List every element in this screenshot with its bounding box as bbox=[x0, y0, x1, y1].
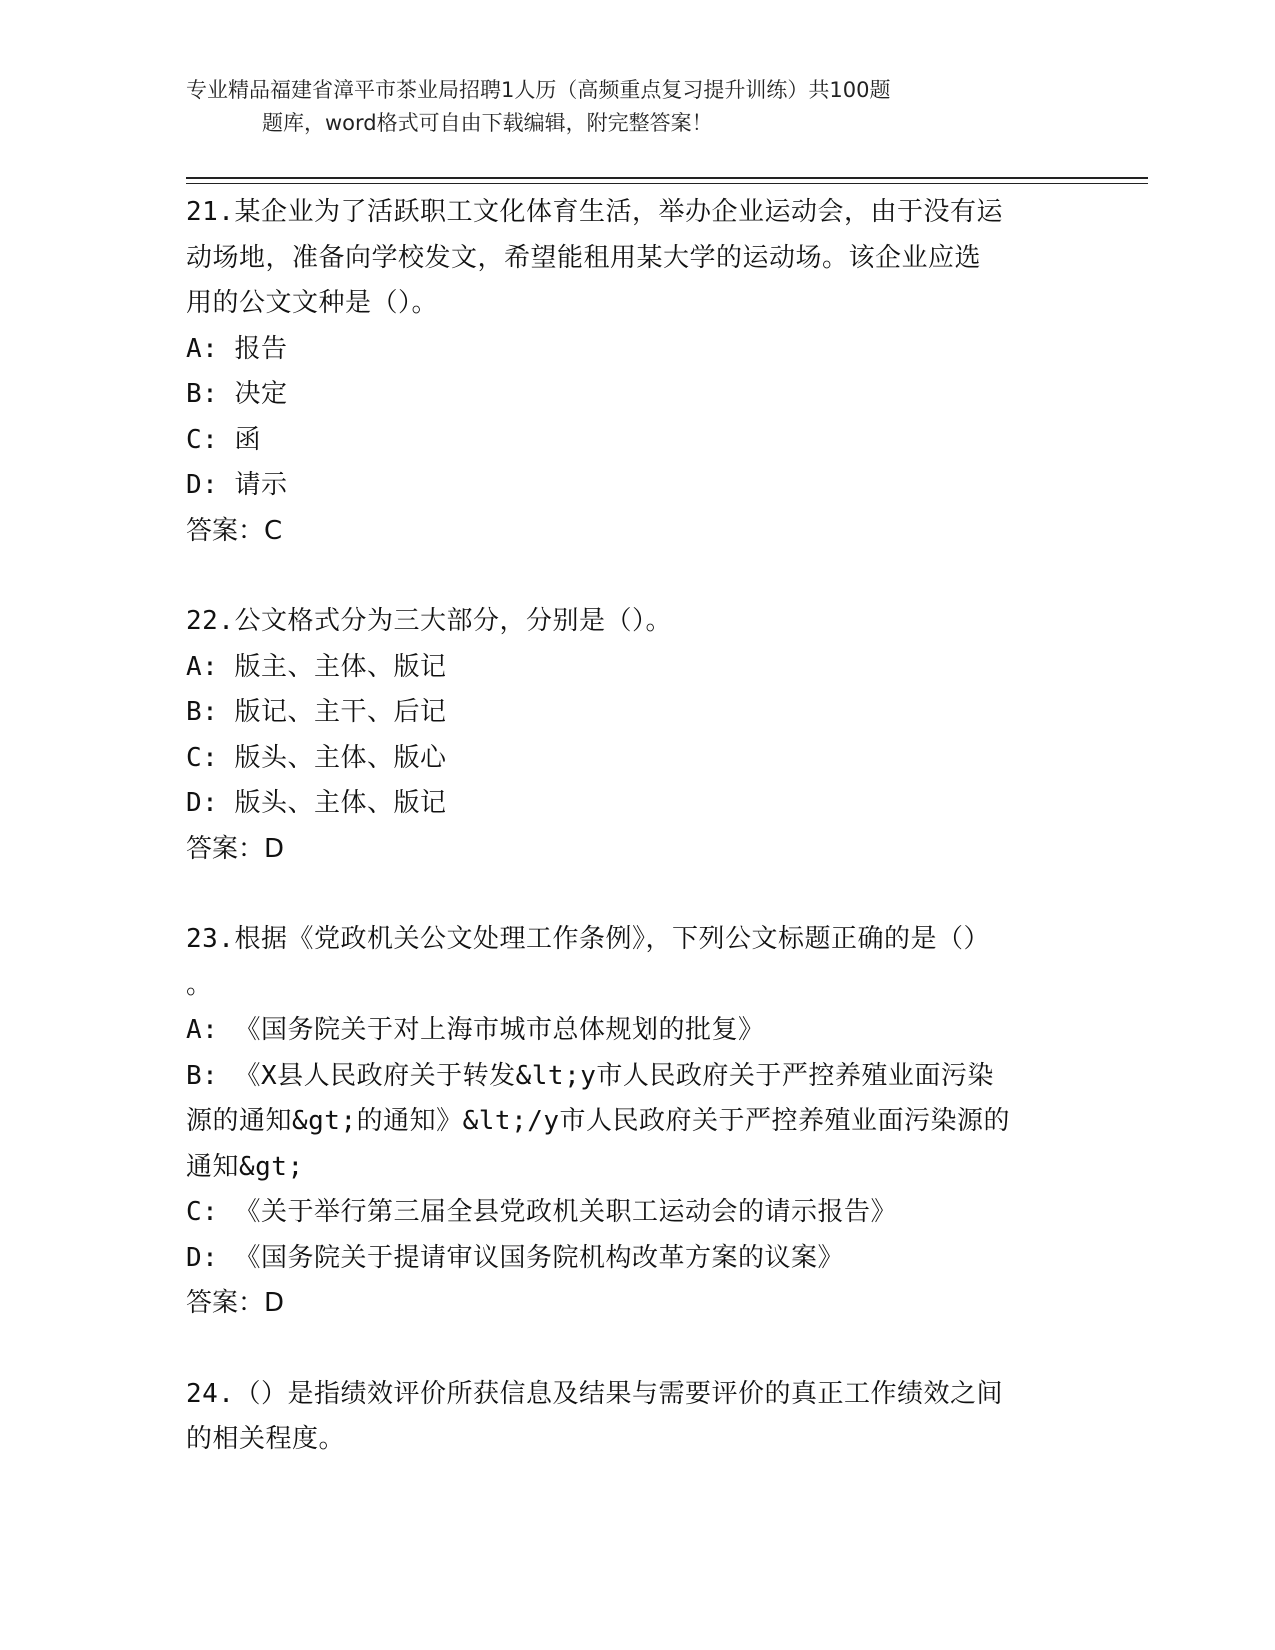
option-c: C: 函 bbox=[186, 424, 261, 455]
header-line-2: 题库，word格式可自由下载编辑，附完整答案！ bbox=[262, 111, 713, 135]
question-stem-line: 。 bbox=[186, 969, 213, 1000]
option-a: A: 《国务院关于对上海市城市总体规划的批复》 bbox=[186, 1015, 765, 1045]
option-b: B: 《X县人民政府关于转发&lt;y市人民政府关于严控养殖业面污染 bbox=[186, 1060, 994, 1091]
question-23 bbox=[186, 917, 1066, 1327]
option-d: D: 版头、主体、版记 bbox=[186, 788, 447, 818]
answer: 答案：D bbox=[186, 833, 285, 864]
question-stem-line: 21.某企业为了活跃职工文化体育生活，举办企业运动会，由于没有运 bbox=[186, 197, 1003, 227]
option-c: C: 版头、主体、版心 bbox=[186, 742, 447, 773]
question-24 bbox=[186, 1372, 1066, 1463]
question-22 bbox=[186, 599, 1066, 872]
question-stem-line: 用的公文文种是（）。 bbox=[186, 288, 439, 318]
option-b: B: 决定 bbox=[186, 379, 288, 409]
document-header bbox=[186, 74, 1046, 140]
question-list bbox=[186, 190, 1066, 1508]
question-stem-line: 动场地，准备向学校发文，希望能租用某大学的运动场。该企业应选 bbox=[186, 242, 982, 273]
question-stem-line: 23.根据《党政机关公文处理工作条例》，下列公文标题正确的是（） bbox=[186, 924, 990, 954]
header-line-1: 专业精品福建省漳平市茶业局招聘1人历（高频重点复习提升训练）共100题 bbox=[186, 78, 891, 102]
option-b-continued: 通知&gt; bbox=[186, 1151, 304, 1182]
option-c: C: 《关于举行第三届全县党政机关职工运动会的请示报告》 bbox=[186, 1197, 897, 1227]
question-stem-line: 的相关程度。 bbox=[186, 1424, 346, 1454]
option-d: D: 《国务院关于提请审议国务院机构改革方案的议案》 bbox=[186, 1242, 844, 1273]
header-rule-thin bbox=[186, 183, 1148, 184]
option-b: B: 版记、主干、后记 bbox=[186, 697, 447, 727]
answer: 答案：C bbox=[186, 515, 283, 546]
question-stem-line: 22.公文格式分为三大部分，分别是（）。 bbox=[186, 606, 672, 636]
answer: 答案：D bbox=[186, 1288, 285, 1318]
header-rule-thick bbox=[186, 177, 1148, 179]
question-21 bbox=[186, 190, 1066, 554]
option-b-continued: 源的通知&gt;的通知》&lt;/y市人民政府关于严控养殖业面污染源的 bbox=[186, 1106, 1011, 1136]
option-a: A: 版主、主体、版记 bbox=[186, 651, 447, 682]
option-d: D: 请示 bbox=[186, 470, 288, 500]
question-stem-line: 24.（）是指绩效评价所获信息及结果与需要评价的真正工作绩效之间 bbox=[186, 1378, 1003, 1409]
option-a: A: 报告 bbox=[186, 333, 288, 364]
